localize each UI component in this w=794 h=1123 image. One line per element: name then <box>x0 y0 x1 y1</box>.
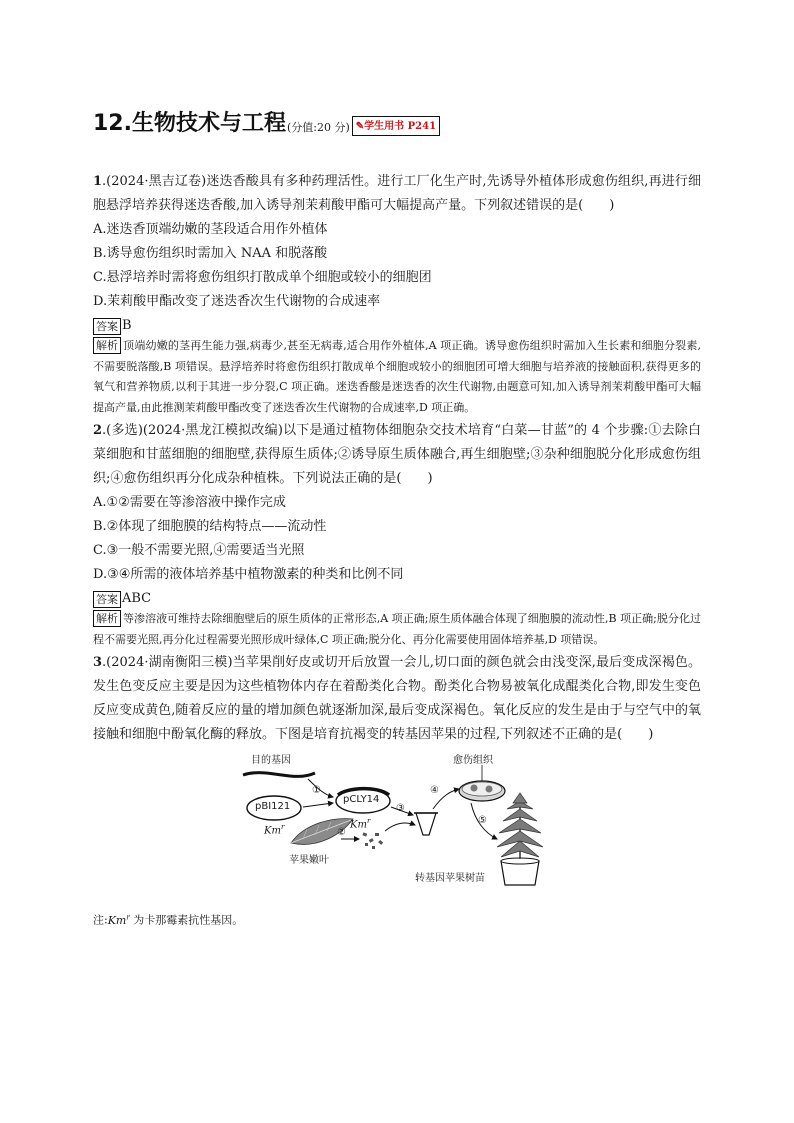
option-a: A.①②需要在等渗溶液中操作完成 <box>93 495 286 510</box>
arrow-fragments-to-tube <box>385 823 415 831</box>
answer-line <box>93 589 701 609</box>
centrifuge-tube <box>416 813 436 835</box>
badge-label: 学生用书 P241 <box>364 121 437 132</box>
callus-label: 愈伤组织 <box>453 755 493 766</box>
student-book-link[interactable] <box>352 116 440 136</box>
explanation-tag: 解析 <box>93 610 121 627</box>
step-2: ② <box>337 827 346 838</box>
answer-line <box>93 316 701 336</box>
seedling-label: 转基因苹果树苗 <box>415 873 485 884</box>
section-header <box>93 104 701 138</box>
answer-tag: 答案 <box>93 318 121 335</box>
figure-note: 注:Km$^r$ 为卡那霉素抗性基因。 <box>93 913 244 927</box>
apple-seedling-plant <box>497 793 543 885</box>
section-title: 12.生物技术与工程 <box>93 111 286 136</box>
option-a: A.迷迭香顶端幼嫩的茎段适合用作外植体 <box>93 222 328 237</box>
option-d: D.茉莉酸甲酯改变了迷迭香次生代谢物的合成速率 <box>93 294 381 309</box>
question-stem <box>93 651 701 747</box>
answer-value: B <box>122 318 132 333</box>
km-label-1: Km$^r$ <box>264 823 285 837</box>
step-5: ⑤ <box>478 815 487 826</box>
pbi121-label: pBI121 <box>255 801 291 812</box>
explanation-text: 顶端幼嫩的茎再生能力强,病毒少,甚至无病毒,适合用作外植体,A 项正确。诱导愈伤组织时需加入生长素和细胞分裂素,不需要脱落酸,B 项错误。悬浮培养时将愈伤组织打散成单个细胞或较小的细胞团可增大细胞与培养液的接触面积,获得更多的氧气和营养物质,以利于其进一步分裂,C 项正确。迷迭香酸是迷迭香的次生代谢物,由题意可知,加入诱导剂茉莉酸甲酯可大幅提高产量,由此推测茉莉酸甲酯改变了迷迭香次生代谢物的合成速率,D 项正确。 <box>93 339 701 414</box>
question-stem <box>93 419 701 491</box>
question-text: .(2024·黑吉辽卷)迷迭香酸具有多种药理活性。进行工厂化生产时,先诱导外植体形成愈伤组织,再进行细胞悬浮培养获得迷迭香酸,加入诱导剂茉莉酸甲酯可大幅提高产量。下列叙述错误的是( ) <box>93 174 701 213</box>
answer-value: ABC <box>122 591 152 606</box>
document-page <box>93 104 701 931</box>
option-b: B.②体现了细胞膜的结构特点——流动性 <box>93 519 327 534</box>
diagram-svg <box>93 751 701 901</box>
km-label-2: Km$^r$ <box>350 817 371 831</box>
question-number: 1 <box>93 174 103 189</box>
target-gene-label: 目的基因 <box>251 755 291 766</box>
pen-icon: ✎ <box>355 121 365 132</box>
explanation <box>93 609 701 650</box>
answer-tag: 答案 <box>93 591 121 608</box>
transgenic-apple-diagram <box>93 751 701 901</box>
question-number: 2 <box>93 423 103 438</box>
explanation-tag: 解析 <box>93 337 121 354</box>
question-1 <box>93 170 701 418</box>
explanation-text: 等渗溶液可维持去除细胞壁后的原生质体的正常形态,A 项正确;原生质体融合体现了细胞膜的流动性,B 项正确;脱分化过程不需要光照,再分化过程需要光照形成叶绿体,C 项正确;脱分化、再分化需要使用固体培养基,D 项错误。 <box>93 612 701 646</box>
step-4: ④ <box>430 785 439 796</box>
option-c: C.悬浮培养时需将愈伤组织打散成单个细胞或较小的细胞团 <box>93 270 432 285</box>
question-number: 3 <box>93 655 103 670</box>
pcly14-label: pCLY14 <box>343 794 380 805</box>
step-1: ① <box>312 785 321 796</box>
target-gene-strand <box>243 773 315 777</box>
question-stem <box>93 170 701 218</box>
option-d: D.③④所需的液体培养基中植物激素的种类和比例不同 <box>93 567 404 582</box>
score-note: (分值:20 分) <box>286 121 350 134</box>
question-3 <box>93 651 701 747</box>
question-2 <box>93 419 701 650</box>
option-b: B.诱导愈伤组织时需加入 NAA 和脱落酸 <box>93 246 328 261</box>
question-text: .(多选)(2024·黑龙江模拟改编)以下是通过植物体细胞杂交技术培育“白菜—甘蓝”的 4 个步骤:①去除白菜细胞和甘蓝细胞的细胞壁,获得原生质体;②诱导原生质体融合,再生细胞壁;③杂种细胞脱分化形成愈伤组织;④愈伤组织再分化成杂种植株。下列说法正确的是( ) <box>93 423 701 486</box>
leaf-label: 苹果嫩叶 <box>289 855 329 866</box>
step-3: ③ <box>396 803 405 814</box>
question-text: .(2024·湖南衡阳三模)当苹果削好皮或切开后放置一会儿,切口面的颜色就会由浅变深,最后变成深褐色。发生色变反应主要是因为这些植物体内存在着酚类化合物。酚类化合物易被氧化成醌类化合物,即发生变色反应变成黄色,随着反应的量的增加颜色就逐渐加深,最后变成深褐色。氧化反应的发生是由于与空气中的氧接触和细胞中酚氧化酶的释放。下图是培育抗褐变的转基因苹果的过程,下列叙述不正确的是( ) <box>93 655 701 742</box>
explanation <box>93 336 701 418</box>
leaf-fragments <box>362 832 383 849</box>
option-c: C.③一般不需要光照,④需要适当光照 <box>93 543 305 558</box>
arrow-step-1b <box>303 803 333 807</box>
